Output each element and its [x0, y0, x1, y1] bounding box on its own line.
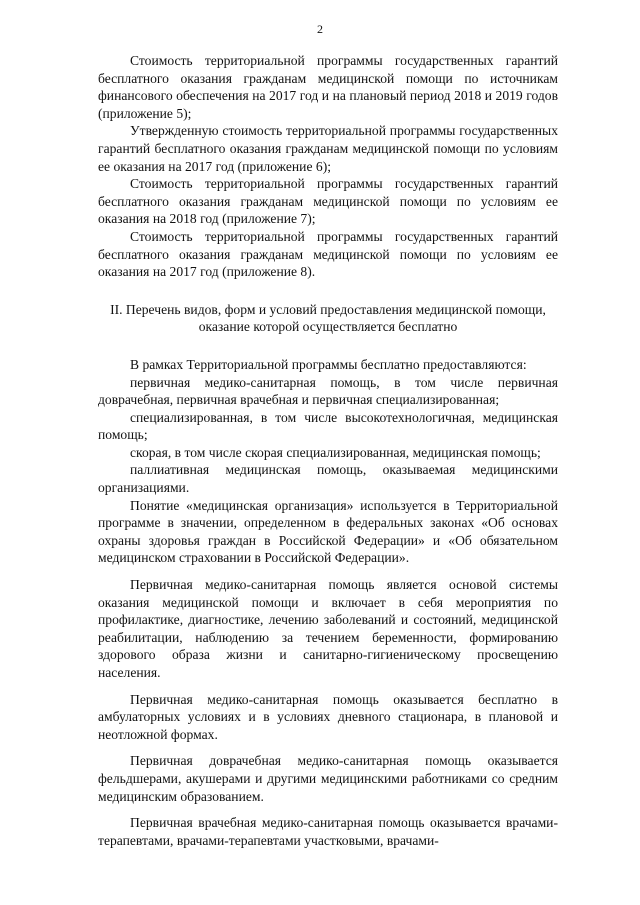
list-item-specialized-care: специализированная, в том числе высокотехнологичная, медицинская помощь; [98, 409, 558, 443]
paragraph-physician-care: Первичная врачебная медико-санитарная помощь оказывается врачами-терапевтами, врачами-терапевтами участковыми, врачами- [98, 815, 558, 848]
paragraph-medical-organization: Понятие «медицинская организация» используется в Территориальной программе в значении, определенном в федеральных законах «Об основах охраны здоровья граждан в Российской Федерации» и «Об обязательном медицинском страховании в Российской Федерации». [98, 497, 558, 566]
document-body [98, 52, 558, 849]
paragraph-primary-care-free: Первичная медико-санитарная помощь оказывается бесплатно в амбулаторных условиях и в условиях дневного стационара, в плановой и неотложной формах. [98, 691, 558, 742]
paragraph-primary-care-basis: Первичная медико-санитарная помощь является основой системы оказания медицинской помощи и включает в себя мероприятия по профилактике, диагностике, лечению заболеваний и состояний, медицинской реабилитации, наблюдению за течением беременности, формированию здорового образа жизни и санитарно-гигиеническому просвещению населения. [98, 577, 558, 680]
section-heading [98, 301, 558, 336]
paragraph-intro: В рамках Территориальной программы бесплатно предоставляются: [130, 356, 527, 372]
list-item-palliative-care: паллиативная медицинская помощь, оказываемая медицинскими организациями. [98, 462, 558, 496]
paragraph-appendix-6: Утвержденную стоимость территориальной программы государственных гарантий бесплатного оказания гражданам медицинской помощи по условиям ее оказания на 2017 год (приложение 6); [98, 123, 558, 174]
list-item-primary-care: первичная медико-санитарная помощь, в том числе первичная доврачебная, первичная врачебная и первичная специализированная; [98, 374, 558, 408]
list-item-emergency-care: скорая, в том числе скорая специализированная, медицинская помощь; [130, 444, 541, 460]
section-heading-line-2: оказание которой осуществляется бесплатно [198, 319, 458, 335]
paragraph-pre-medical-care: Первичная доврачебная медико-санитарная помощь оказывается фельдшерами, акушерами и другими медицинскими работниками со средним медицинским образованием. [98, 753, 558, 804]
paragraph-appendix-5: Стоимость территориальной программы государственных гарантий бесплатного оказания гражданам медицинской помощи по источникам финансового обеспечения на 2017 год и на плановый период 2018 и 2019 годов (приложение 5); [98, 53, 558, 121]
page-number: 2 [317, 22, 323, 36]
paragraph-appendix-8: Стоимость территориальной программы государственных гарантий бесплатного оказания гражданам медицинской помощи по условиям ее оказания на 2017 год (приложение 8). [98, 228, 558, 280]
paragraph-appendix-7: Стоимость территориальной программы государственных гарантий бесплатного оказания гражданам медицинской помощи по условиям ее оказания на 2018 год (приложение 7); [98, 176, 558, 227]
section-heading-line-1: II. Перечень видов, форм и условий предоставления медицинской помощи, [110, 301, 546, 317]
